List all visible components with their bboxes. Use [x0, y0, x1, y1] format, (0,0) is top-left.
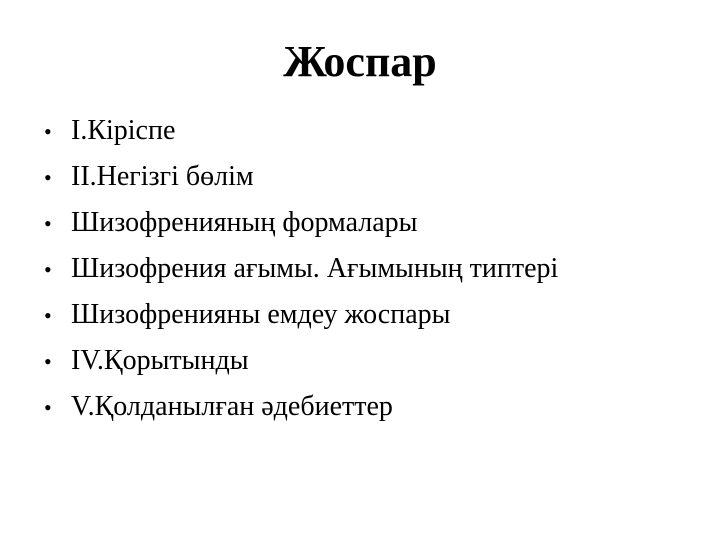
list-item-text: V.Қолданылған әдебиеттер [71, 391, 393, 422]
bullet-icon: • [44, 303, 52, 328]
list-item-text: II.Негізгі бөлім [71, 161, 254, 192]
list-item [44, 200, 558, 246]
bullet-list [44, 108, 558, 430]
list-item [44, 154, 558, 200]
bullet-icon: • [44, 349, 52, 374]
list-item-text: Шизофренияны емдеу жоспары [71, 299, 451, 330]
list-item-text: I.Кіріспе [71, 115, 176, 146]
list-item-text: Шизофрения ағымы. Ағымының типтері [71, 253, 559, 284]
bullet-icon: • [44, 395, 52, 420]
list-item [44, 338, 558, 384]
bullet-icon: • [44, 211, 52, 236]
bullet-icon: • [44, 257, 52, 282]
list-item [44, 384, 558, 430]
list-item [44, 246, 558, 292]
list-item [44, 108, 558, 154]
bullet-icon: • [44, 119, 52, 144]
list-item-text: Шизофренияның формалары [71, 207, 418, 238]
list-item-text: IV.Қорытынды [71, 345, 249, 376]
slide-title-text: Жоспар [283, 37, 437, 86]
slide-title [0, 30, 720, 94]
bullet-icon: • [44, 165, 52, 190]
list-item [44, 292, 558, 338]
